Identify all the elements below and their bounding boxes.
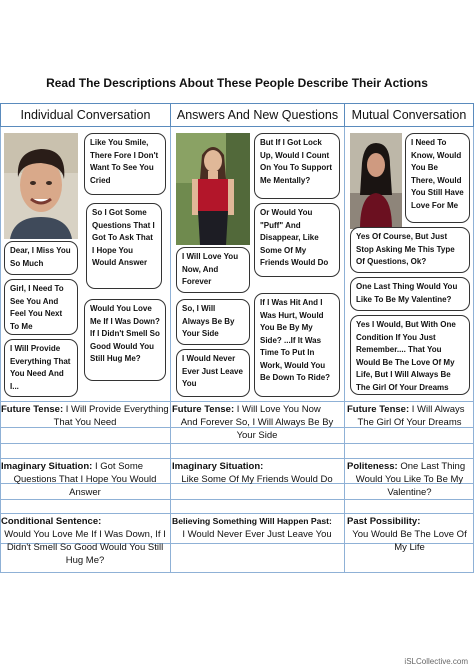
speech-bubble: I Will Provide Everything That You Need And I... <box>4 339 78 397</box>
grammar-cell-imaginary-2: Imaginary Situation: Like Some Of My Friends Would Do <box>172 461 333 485</box>
grammar-cell-future-2: Future Tense: I Will Love You Now And Forever So, I Will Always Be By Your Side <box>172 404 334 441</box>
speech-bubble: So, I Will Always Be By Your Side <box>176 299 250 345</box>
speech-bubble: Yes Of Course, But Just Stop Asking Me This Type Of Questions, Ok? <box>350 227 470 273</box>
speech-bubble: Would You Love Me If I Was Down? If I Didn't Smell So Good Would You Still Hug Me? <box>84 299 166 381</box>
speech-bubble: I Need To Know, Would You Be There, Would You Still Have Love For Me <box>405 133 470 223</box>
worksheet-grid <box>0 103 474 573</box>
speech-bubble: But If I Got Lock Up, Would I Count On You To Support Me Mentally? <box>254 133 340 199</box>
column-heading-individual: Individual Conversation <box>0 103 171 127</box>
grammar-cell-believing: Believing Something Will Happen Past: I Would Never Ever Just Leave You <box>172 516 332 540</box>
speech-bubble: Girl, I Need To See You And Feel You Next To Me <box>4 279 78 335</box>
speech-bubble: I Would Never Ever Just Leave You <box>176 349 250 397</box>
footer-watermark: iSLCollective.com <box>404 657 468 666</box>
column-heading-mutual: Mutual Conversation <box>344 103 474 127</box>
speech-bubble: Or Would You "Puff" And Disappear, Like Some Of My Friends Would Do <box>254 203 340 277</box>
speech-bubble: I Will Love You Now, And Forever <box>176 247 250 293</box>
grammar-cell-future-3: Future Tense: I Will Always The Girl Of Your Dreams <box>347 404 465 428</box>
worksheet-title: Read The Descriptions About These People Describe Their Actions <box>46 76 428 90</box>
photo-girl-red-top <box>176 133 250 245</box>
speech-bubble: So I Got Some Questions That I Got To Ask That I Hope You Would Answer <box>86 203 162 289</box>
grammar-cell-past-possibility: Past Possibility: You Would Be The Love Of My Life <box>347 516 467 553</box>
speech-bubble: Like You Smile, There Fore I Don't Want To See You Cried <box>84 133 166 195</box>
column-heading-answers: Answers And New Questions <box>170 103 345 127</box>
speech-bubble: One Last Thing Would You Like To Be My Valentine? <box>350 277 470 311</box>
photo-boy-smiling <box>4 133 78 239</box>
grammar-cell-imaginary-1: Imaginary Situation: I Got Some Questions That I Hope You Would Answer <box>1 461 157 498</box>
speech-bubble: Yes I Would, But With One Condition If You Just Remember.... That You Would Be The Love Of My Life, But I Will Always Be The Girl Of Your Dreams <box>350 315 470 395</box>
grammar-cell-conditional: Conditional Sentence: Would You Love Me If I Was Down, If I Didn't Smell So Good Would You Still Hug Me? <box>1 516 166 566</box>
grammar-cell-politeness: Politeness: One Last Thing Would You Like To Be My Valentine? <box>347 461 466 498</box>
speech-bubble: If I Was Hit And I Was Hurt, Would You Be By My Side? ...If It Was Time To Put In Work, Would You Be Down To Ride? <box>254 293 340 397</box>
photo-girl-dark-hair <box>350 133 402 229</box>
speech-bubble: Dear, I Miss You So Much <box>4 241 78 275</box>
grammar-cell-future-1: Future Tense: I Will Provide Everything That You Need <box>1 404 169 428</box>
